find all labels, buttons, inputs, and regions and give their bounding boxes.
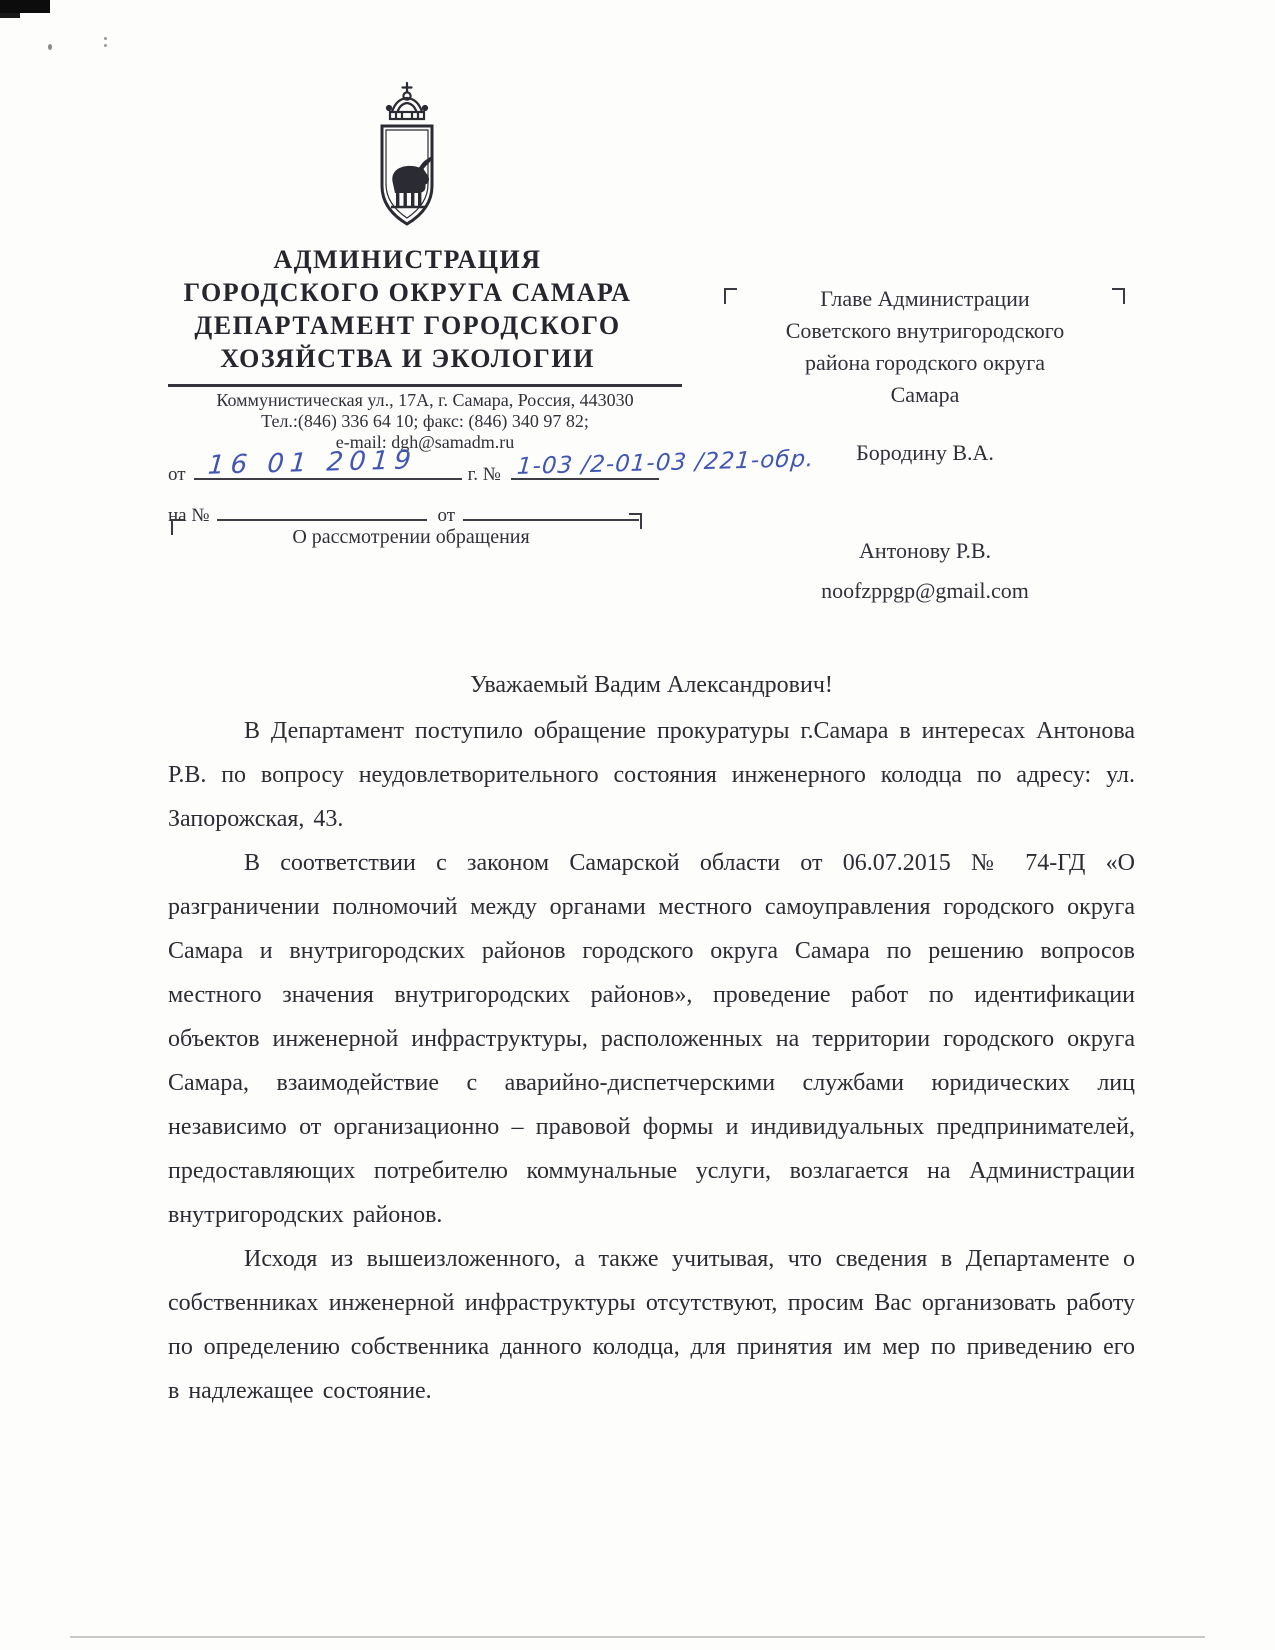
salutation: Уважаемый Вадим Александрович! — [470, 672, 833, 698]
recipient-name: Бородину В.А. — [856, 440, 994, 465]
letterhead-divider — [168, 384, 682, 387]
outgoing-date-number-row — [168, 445, 816, 486]
scan-speck — [104, 37, 107, 40]
org-line: ГОРОДСКОГО ОКРУГА САМАРА — [183, 278, 632, 307]
recipient-line: Главе Администрации — [820, 286, 1030, 311]
letter-subject: О рассмотрении обращения — [292, 526, 530, 548]
recipient-address — [733, 283, 1117, 411]
scan-speck — [104, 44, 107, 47]
org-line: ДЕПАРТАМЕНТ ГОРОДСКОГО — [194, 311, 621, 340]
date-label: от — [168, 464, 186, 485]
handwritten-date: 16 01 2019 — [206, 445, 418, 481]
org-postal-address: Коммунистическая ул., 17А, г. Самара, Россия, 443030 — [216, 390, 634, 410]
org-line: ХОЗЯЙСТВА И ЭКОЛОГИИ — [220, 344, 595, 373]
scan-speck — [48, 44, 52, 50]
org-line: АДМИНИСТРАЦИЯ — [273, 245, 542, 274]
body-paragraph: Исходя из вышеизложенного, а также учитывая, что сведения в Департаменте о собственниках инженерной инфраструктуры отсутствуют, просим Вас организовать работу по определению собственника данного колодца, для принятия им мер по приведению его в надлежащее состояние. — [168, 1246, 1135, 1404]
copy-recipient-email: noofzppgp@gmail.com — [821, 578, 1029, 603]
body-paragraph: В Департамент поступило обращение прокуратуры г.Самара в интересах Антонова Р.В. по вопросу неудовлетворительного состояния инженерного колодца по адресу: ул. Запорожская, 43. — [168, 718, 1135, 832]
letterhead-organization — [150, 243, 665, 375]
org-phone-fax: Тел.:(846) 336 64 10; факс: (846) 340 97 82; — [261, 411, 589, 431]
ref-date-blank-line — [463, 499, 639, 521]
body-paragraph: В соответствии с законом Самарской области от 06.07.2015 № 74-ГД «О разграничении полномочий между органами местного самоуправления городского округа Самара и внутригородских районов городского округа Самара по решению вопросов местного значения внутригородских районов», проведение работ по идентификации объектов инженерной инфраструктуры, расположенных на территории городского округа Самара, взаимодействие с аварийно-диспетчерскими службами юридических лиц независимо от организационно – правовой формы и индивидуальных предпринимателей, предоставляющих потребителю коммунальные услуги, возлагается на Администрации внутригородских районов. — [168, 850, 1135, 1228]
scan-edge-line — [70, 1636, 1205, 1638]
subject-corner-mark-left — [171, 519, 184, 535]
reference-row — [168, 499, 639, 527]
org-email: e-mail: dgh@samadm.ru — [335, 432, 515, 452]
scan-artifact-bar-small — [0, 13, 20, 18]
ref-number-blank-line — [217, 499, 427, 521]
ref-date-label: от — [437, 505, 456, 526]
recipient-line: Самара — [890, 382, 960, 407]
recipient-line: района городского округа — [804, 350, 1046, 375]
ref-number-label: на № — [168, 505, 210, 526]
subject-corner-mark-right — [629, 513, 642, 529]
copy-recipient-name: Антонову Р.В. — [858, 538, 992, 563]
scan-artifact-bar — [0, 0, 50, 13]
number-label: г. № — [467, 464, 501, 485]
samara-coat-of-arms-icon — [366, 80, 448, 232]
date-blank-line — [194, 445, 462, 481]
letterhead-contacts — [160, 390, 690, 453]
recipient-line: Советского внутригородского — [785, 318, 1065, 343]
number-blank-line — [511, 446, 816, 480]
handwritten-number: 1-03 /2-01-03 /221-обр. — [515, 446, 816, 480]
letter-body — [168, 672, 1135, 1413]
